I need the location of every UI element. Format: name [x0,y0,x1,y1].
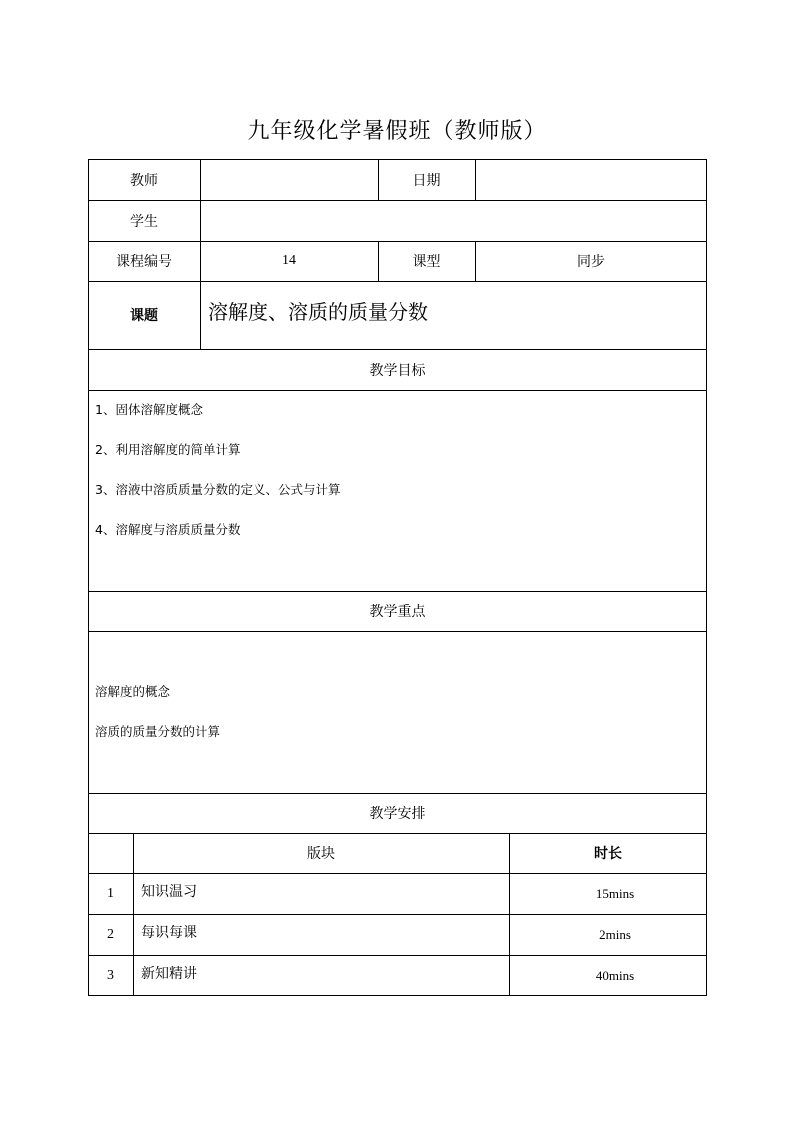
schedule-row-duration: 2mins [599,926,631,942]
key-points-heading: 教学重点 [369,604,426,620]
key-point-item: 溶解度的概念 [95,684,171,699]
row-divider [88,390,707,391]
duration-column-header: 时长 [594,846,622,862]
schedule-row-duration: 15mins [595,885,635,901]
schedule-row-block: 新知精讲 [141,966,197,982]
schedule-row-duration: 40mins [595,967,635,983]
topic-value: 溶解度、溶质的质量分数 [208,299,428,324]
teacher-field[interactable] [200,159,378,200]
block-column-header: 版块 [307,846,335,862]
key-point-item: 溶质的质量分数的计算 [95,724,221,739]
schedule-row-block: 知识温习 [141,884,197,900]
date-field[interactable] [475,159,707,200]
topic-label: 课题 [130,308,158,324]
schedule-heading: 教学安排 [369,806,426,822]
course-type-value: 同步 [577,254,605,270]
student-field[interactable] [200,200,707,241]
date-label: 日期 [412,172,441,189]
objectives-heading: 教学目标 [369,362,426,379]
course-number-label: 课程编号 [116,254,172,270]
objective-item: 3、溶液中溶质质量分数的定义、公式与计算 [95,482,341,497]
schedule-row-block: 每识每课 [141,925,197,941]
objective-item: 1、固体溶解度概念 [95,402,203,417]
schedule-row-number: 2 [107,926,114,942]
schedule-row-number: 3 [107,967,114,983]
teacher-label: 教师 [130,172,158,189]
course-number-value: 14 [282,253,296,268]
document-title: 九年级化学暑假班（教师版） [247,119,547,144]
course-type-label: 课型 [412,254,441,270]
objective-item: 4、溶解度与溶质质量分数 [95,522,241,537]
student-label: 学生 [130,213,158,230]
row-divider [88,631,707,632]
schedule-row-number: 1 [107,885,114,901]
objective-item: 2、利用溶解度的简单计算 [95,442,241,457]
